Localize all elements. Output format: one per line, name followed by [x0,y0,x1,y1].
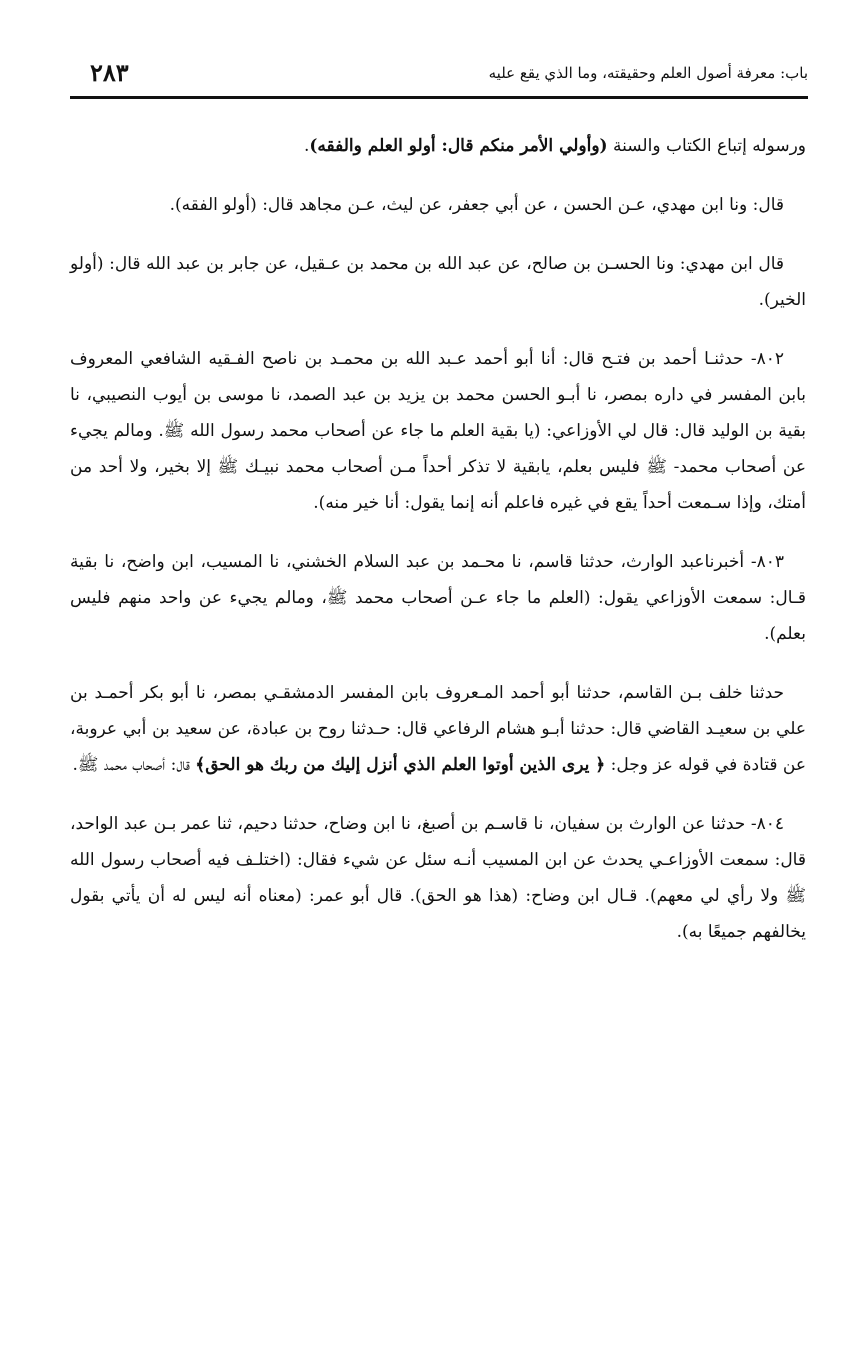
paragraph-804 [70,806,806,950]
page-number: ٢٨٣ [90,58,129,87]
text-segment: . [303,136,310,156]
paragraph-803 [70,544,806,652]
paragraph-1 [70,128,806,164]
text-segment: قال ابن مهدي: ونا الحسـن بن صالح، عن عبد الله بن محمد بن عـقيل، عن جابر بن عبد الله قال: (أولو الخير). [70,254,806,310]
text-segment: قال: أصحاب محمد ﷺ. [72,755,196,775]
bold-quote: (وأولي الأمر منكم قال: أولو العلم والفقه) [309,136,608,156]
text-segment: ٨٠٣- أخبرناعبد الوارث، حدثنا قاسم، نا محـمد بن عبد السلام الخشني، نا المسيب، ابن واضح، نا بقية قـال: سمعت الأوزاعي يقول: (العلم ما جاء عـن أصحاب محمد ﷺ، ومالم يجيء عن واحد منهم فليس بعلم). [70,552,806,644]
page-body [70,128,806,973]
quran-verse: ﴿ يرى الذين أوتوا العلم الذي أنزل إليك من ربك هو الحق﴾ [195,755,606,775]
chapter-title: باب: معرفة أصول العلم وحقيقته، وما الذي يقع عليه [488,64,808,82]
paragraph-802 [70,341,806,521]
header-rule [70,96,808,99]
paragraph-3 [70,246,806,318]
paragraph-6 [70,675,806,783]
text-segment: قال: ونا ابن مهدي، عـن الحسن ، عن أبي جعفر، عن ليث، عـن مجاهد قال: (أولو الفقه). [169,195,784,215]
text-segment: ٨٠٢- حدثنـا أحمد بن فتـح قال: أنا أبو أحمد عـبد الله بن محمـد بن ناصح الفـقيه الشافعي المعروف بابن المفسر في داره بمصر، نا أبـو الحسن محمد بن يزيد بن عبد الصمد، نا موسى بن أيوب النصيبي، نا بقية بن الوليد قال: قال لي الأوزاعي: (يا بقية العلم ما جاء عن أصحاب محمد رسول الله ﷺ. ومالم يجيء عن أصحاب محمد- ﷺ فليس بعلم، يابقية لا تذكر أحداً مـن أصحاب محمد نبيـك ﷺ إلا بخير، ولا أحد من أمتك، وإذا سـمعت أحداً يقع في غيره فاعلم أنه إنما يقول: أنا خير منه). [70,349,806,513]
text-segment: حدثنا خلف بـن القاسم، حدثنا أبو أحمد المـعروف بابن المفسر الدمشقـي بمصر، نا أبو بكر أحمـد بن علي بن سعيـد القاضي قال: حدثنا أبـو هشام الرفاعي قال: حـدثنا روح بن عبادة، عن سعيد بن أبي عروبة، عن قتادة في قوله عز وجل: [70,683,806,775]
page-header [70,58,808,98]
text-segment: ورسوله إتباع الكتاب والسنة [607,136,806,156]
paragraph-2 [70,187,806,223]
text-segment: ٨٠٤- حدثنا عن الوارث بن سفيان، نا قاسـم بن أصبغ، نا ابن وضاح، حدثنا دحيم، ثنا عمر بـن عبد الواحد، قال: سمعت الأوزاعـي يحدث عن ابن المسيب أنـه سئل عن شيء فقال: (اختلـف فيه أصحاب رسول الله ﷺ ولا رأي لي معهم). قـال ابن وضاح: (هذا هو الحق). قال أبو عمر: (معناه أنه ليس له أن يأتي بقول يخالفهم جميعًا به). [70,814,806,942]
